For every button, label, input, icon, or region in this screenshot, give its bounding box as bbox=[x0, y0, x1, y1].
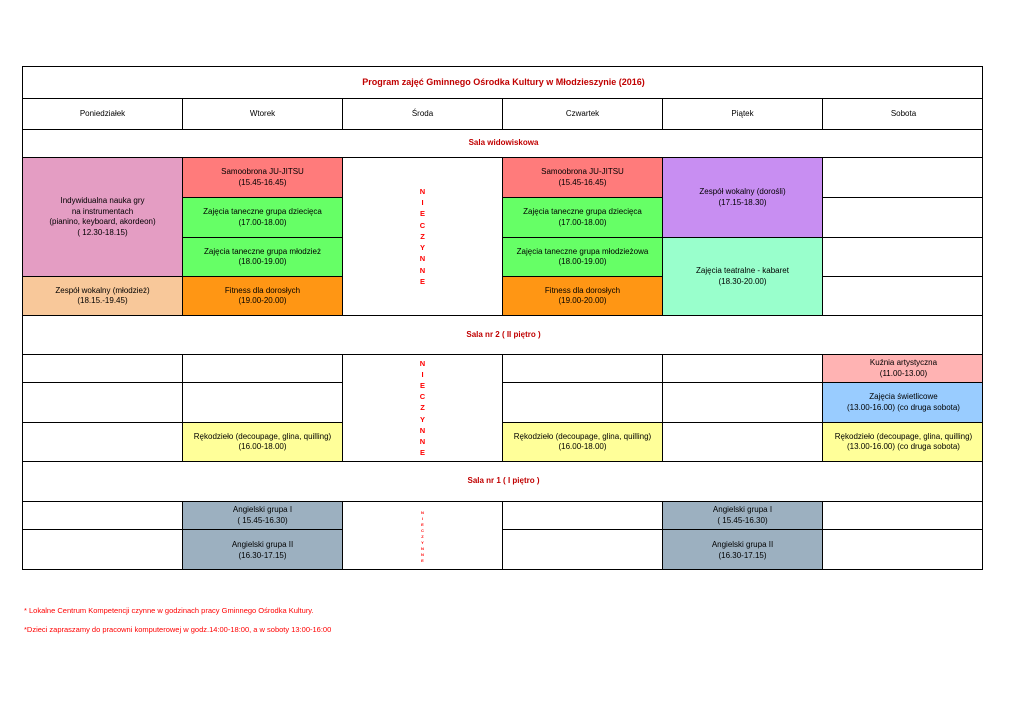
cell-thursday-empty bbox=[503, 383, 663, 423]
cell-monday-empty bbox=[23, 530, 183, 570]
cell-wednesday-nieczynne-sala1 bbox=[343, 502, 503, 570]
footnote-text: *Dzieci zapraszamy do pracowni komputerowej w godz.14:00-18:00, a w soboty 13:00-16:00 bbox=[24, 625, 332, 634]
cell-thursday-empty bbox=[503, 530, 663, 570]
activity-time: (18.15.-19.45) bbox=[77, 296, 128, 305]
closed-letter: I bbox=[421, 515, 424, 521]
activity-time: (13.00-16.00) (co druga sobota) bbox=[847, 402, 960, 412]
day-label: Wtorek bbox=[249, 108, 276, 118]
section-label: Sala nr 1 ( I piętro ) bbox=[467, 476, 540, 486]
cell-thursday-rekodzielo bbox=[503, 423, 663, 462]
activity-time: ( 15.45-16.30) bbox=[717, 515, 768, 525]
schedule-title-text: Program zajęć Gminnego Ośrodka Kultury w Młodzieszynie (2016) bbox=[362, 77, 645, 88]
closed-letter: E bbox=[421, 521, 424, 527]
cell-thursday-fitness bbox=[503, 277, 663, 316]
activity-detail: (pianino, keyboard, akordeon) bbox=[49, 217, 156, 226]
activity-name: Rękodzieło (decoupage, glina, quilling) bbox=[834, 431, 973, 441]
cell-saturday-rekodzielo bbox=[823, 423, 983, 462]
section-sala-widowiskowa bbox=[23, 130, 983, 158]
closed-letter: E bbox=[419, 448, 425, 458]
activity-time: (16.00-18.00) bbox=[238, 442, 287, 451]
cell-tuesday-rekodzielo bbox=[183, 423, 343, 462]
activity-time: (17.00-18.00) bbox=[558, 217, 607, 227]
cell-thursday-samoobrona bbox=[503, 158, 663, 198]
cell-saturday-swietlicowe bbox=[823, 383, 983, 423]
cell-friday-zespol-wokalny bbox=[663, 158, 823, 238]
cell-saturday-empty bbox=[823, 277, 983, 316]
cell-friday-empty bbox=[663, 383, 823, 423]
closed-letter: Z bbox=[420, 403, 425, 413]
closed-letter: E bbox=[419, 276, 425, 286]
activity-name: Samoobrona JU-JITSU bbox=[541, 167, 624, 176]
closed-letter: E bbox=[421, 557, 424, 563]
closed-letter: N bbox=[419, 425, 426, 435]
activity-name: Zespół wokalny (dorośli) bbox=[699, 187, 786, 196]
closed-letter: E bbox=[419, 380, 425, 390]
cell-thursday-empty bbox=[503, 502, 663, 530]
footnote-text: * Lokalne Centrum Kompetencji czynne w godzinach pracy Gminnego Ośrodka Kultury. bbox=[24, 606, 314, 615]
cell-tuesday-angielski-1 bbox=[183, 502, 343, 530]
closed-letter: N bbox=[421, 545, 424, 551]
activity-name: Zajęcia taneczne grupa dziecięca bbox=[203, 207, 322, 216]
cell-wednesday-nieczynne-widowiskowa bbox=[343, 158, 503, 316]
activity-time: (19.00-20.00) bbox=[558, 296, 607, 305]
cell-tuesday-empty bbox=[183, 383, 343, 423]
activity-name: Angielski grupa II bbox=[231, 540, 294, 549]
activity-time: (11.00-13.00) bbox=[879, 368, 928, 378]
closed-letter: C bbox=[419, 392, 426, 402]
activity-time: (16.00-18.00) bbox=[558, 442, 607, 451]
activity-name: Samoobrona JU-JITSU bbox=[221, 167, 304, 176]
closed-letter: Y bbox=[419, 243, 425, 253]
cell-tuesday-empty bbox=[183, 355, 343, 383]
cell-wednesday-nieczynne-sala2 bbox=[343, 355, 503, 462]
cell-tuesday-angielski-2 bbox=[183, 530, 343, 570]
activity-time: (15.45-16.45) bbox=[558, 177, 607, 187]
closed-letter: N bbox=[421, 509, 424, 515]
closed-letter: E bbox=[419, 209, 425, 219]
cell-thursday-taneczne-dziecieca bbox=[503, 198, 663, 238]
activity-name: Indywidualna nauka gry bbox=[60, 196, 145, 205]
activity-name: Zajęcia teatralne - kabaret bbox=[696, 266, 789, 275]
activity-name: Rękodzieło (decoupage, glina, quilling) bbox=[193, 431, 332, 441]
activity-name: Fitness dla dorosłych bbox=[544, 285, 621, 295]
cell-monday-nauka-gry bbox=[23, 158, 183, 277]
activity-time: (17.00-18.00) bbox=[238, 217, 287, 227]
closed-letter: N bbox=[419, 358, 426, 368]
closed-letter: N bbox=[419, 265, 426, 275]
cell-saturday-empty bbox=[823, 502, 983, 530]
closed-letter: I bbox=[421, 198, 424, 208]
cell-friday-empty bbox=[663, 423, 823, 462]
cell-tuesday-taneczne-dziecieca bbox=[183, 198, 343, 238]
schedule-title bbox=[23, 67, 983, 99]
day-label: Czwartek bbox=[565, 108, 600, 118]
cell-saturday-kuznia bbox=[823, 355, 983, 383]
footnote-lck bbox=[24, 606, 314, 615]
section-label: Sala widowiskowa bbox=[468, 138, 539, 148]
activity-name: Zajęcia taneczne grupa młodzież bbox=[204, 246, 321, 256]
activity-name: Angielski grupa I bbox=[712, 505, 773, 514]
cell-monday-empty bbox=[23, 502, 183, 530]
day-header-wednesday bbox=[343, 99, 503, 130]
activity-time: (16.30-17.15) bbox=[238, 550, 287, 560]
cell-friday-angielski-2 bbox=[663, 530, 823, 570]
cell-thursday-taneczne-mlodziezowa bbox=[503, 238, 663, 277]
closed-letter: Y bbox=[419, 414, 425, 424]
cell-friday-teatralne bbox=[663, 238, 823, 316]
closed-letter: Y bbox=[421, 539, 424, 545]
closed-letter: C bbox=[421, 527, 424, 533]
activity-detail: na instrumentach bbox=[71, 206, 134, 216]
day-header-saturday bbox=[823, 99, 983, 130]
activity-time: (18.00-19.00) bbox=[238, 257, 287, 266]
cell-tuesday-samoobrona bbox=[183, 158, 343, 198]
footnote-computer-lab bbox=[24, 625, 331, 634]
activity-time: ( 15.45-16.30) bbox=[237, 515, 288, 525]
cell-saturday-empty bbox=[823, 530, 983, 570]
activity-time: (19.00-20.00) bbox=[238, 296, 287, 305]
cell-monday-zespol-wokalny bbox=[23, 277, 183, 316]
activity-name: Fitness dla dorosłych bbox=[224, 285, 301, 295]
day-label: Środa bbox=[411, 108, 434, 118]
closed-letter: N bbox=[419, 187, 426, 197]
cell-monday-empty bbox=[23, 355, 183, 383]
activity-time: (13.00-16.00) (co druga sobota) bbox=[847, 442, 960, 451]
cell-tuesday-taneczne-mlodziez bbox=[183, 238, 343, 277]
closed-letter: N bbox=[421, 551, 424, 557]
cell-monday-empty bbox=[23, 383, 183, 423]
schedule-table bbox=[22, 66, 983, 570]
cell-saturday-empty bbox=[823, 238, 983, 277]
day-label: Piątek bbox=[731, 108, 754, 118]
cell-friday-angielski-1 bbox=[663, 502, 823, 530]
day-header-monday bbox=[23, 99, 183, 130]
activity-name: Rękodzieło (decoupage, glina, quilling) bbox=[513, 431, 652, 441]
activity-time: (16.30-17.15) bbox=[718, 550, 767, 560]
closed-letter: I bbox=[421, 369, 424, 379]
cell-saturday-empty bbox=[823, 158, 983, 198]
activity-time: (15.45-16.45) bbox=[238, 177, 287, 187]
activity-time: (18.30-20.00) bbox=[718, 276, 767, 286]
cell-saturday-empty bbox=[823, 198, 983, 238]
activity-name: Zajęcia taneczne grupa młodzieżowa bbox=[516, 246, 649, 256]
cell-tuesday-fitness bbox=[183, 277, 343, 316]
activity-time: (18.00-19.00) bbox=[558, 257, 607, 266]
activity-name: Zajęcia świetlicowe bbox=[869, 392, 938, 401]
activity-name: Zajęcia taneczne grupa dziecięca bbox=[523, 207, 642, 216]
activity-name: Angielski grupa II bbox=[711, 540, 774, 549]
closed-letter: Z bbox=[421, 533, 424, 539]
day-header-thursday bbox=[503, 99, 663, 130]
day-label: Poniedziałek bbox=[79, 108, 126, 118]
closed-letter: N bbox=[419, 254, 426, 264]
activity-name: Angielski grupa I bbox=[232, 505, 293, 514]
cell-thursday-empty bbox=[503, 355, 663, 383]
closed-letter: N bbox=[419, 437, 426, 446]
day-header-friday bbox=[663, 99, 823, 130]
closed-letter: Z bbox=[420, 231, 425, 241]
day-label: Sobota bbox=[890, 108, 917, 118]
section-label: Sala nr 2 ( II piętro ) bbox=[466, 329, 541, 339]
section-sala-nr-1 bbox=[23, 462, 983, 502]
day-header-tuesday bbox=[183, 99, 343, 130]
activity-name: Zespół wokalny (młodzież) bbox=[55, 285, 150, 295]
activity-name: Kuźnia artystyczna bbox=[869, 358, 938, 367]
activity-time: ( 12.30-18.15) bbox=[77, 227, 128, 237]
cell-monday-empty bbox=[23, 423, 183, 462]
cell-friday-empty bbox=[663, 355, 823, 383]
section-sala-nr-2 bbox=[23, 316, 983, 355]
activity-time: (17.15-18.30) bbox=[718, 197, 767, 207]
closed-letter: C bbox=[419, 220, 426, 230]
